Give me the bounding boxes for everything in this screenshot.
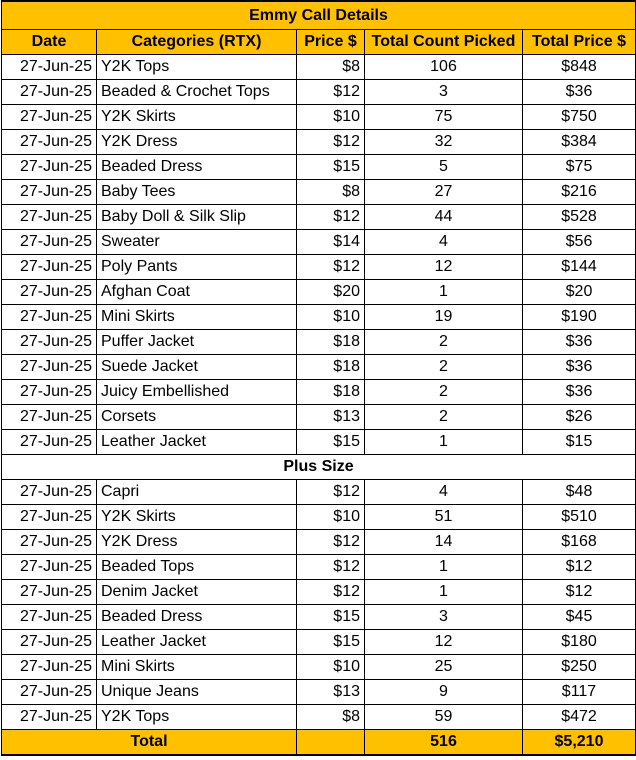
table-row — [2, 405, 636, 430]
header-date: Date — [2, 30, 97, 55]
date-cell: 27-Jun-25 — [2, 705, 97, 730]
count-cell: 75 — [365, 105, 523, 130]
price-cell: $18 — [297, 330, 365, 355]
date-cell: 27-Jun-25 — [2, 505, 97, 530]
count-cell: 1 — [365, 555, 523, 580]
table-row — [2, 105, 636, 130]
header-categories: Categories (RTX) — [97, 30, 297, 55]
price-cell: $12 — [297, 480, 365, 505]
price-cell: $12 — [297, 530, 365, 555]
count-cell: 5 — [365, 155, 523, 180]
table-row — [2, 230, 636, 255]
date-cell: 27-Jun-25 — [2, 630, 97, 655]
table-row — [2, 80, 636, 105]
date-cell: 27-Jun-25 — [2, 255, 97, 280]
date-cell: 27-Jun-25 — [2, 580, 97, 605]
category-cell: Capri — [97, 480, 297, 505]
date-cell: 27-Jun-25 — [2, 205, 97, 230]
total-price-cell: $117 — [523, 680, 636, 705]
category-cell: Corsets — [97, 405, 297, 430]
count-cell: 4 — [365, 230, 523, 255]
price-cell: $12 — [297, 555, 365, 580]
table-row — [2, 705, 636, 730]
table-row — [2, 430, 636, 455]
category-cell: Y2K Skirts — [97, 505, 297, 530]
price-cell: $12 — [297, 255, 365, 280]
category-cell: Baby Tees — [97, 180, 297, 205]
total-price-cell: $528 — [523, 205, 636, 230]
count-cell: 44 — [365, 205, 523, 230]
total-price-cell: $250 — [523, 655, 636, 680]
count-cell: 4 — [365, 480, 523, 505]
category-cell: Baby Doll & Silk Slip — [97, 205, 297, 230]
count-cell: 27 — [365, 180, 523, 205]
table-row — [2, 480, 636, 505]
total-price-cell: $472 — [523, 705, 636, 730]
price-cell: $18 — [297, 380, 365, 405]
count-cell: 3 — [365, 605, 523, 630]
date-cell: 27-Jun-25 — [2, 480, 97, 505]
count-cell: 2 — [365, 380, 523, 405]
price-cell: $8 — [297, 705, 365, 730]
header-total-price: Total Price $ — [523, 30, 636, 55]
table-row — [2, 380, 636, 405]
total-price-cell: $36 — [523, 355, 636, 380]
total-price-cell: $12 — [523, 580, 636, 605]
table-row — [2, 355, 636, 380]
table-row — [2, 555, 636, 580]
count-cell: 19 — [365, 305, 523, 330]
category-cell: Y2K Tops — [97, 55, 297, 80]
header-row — [2, 30, 636, 55]
date-cell: 27-Jun-25 — [2, 380, 97, 405]
price-cell: $8 — [297, 55, 365, 80]
title-row — [2, 1, 636, 30]
price-cell: $18 — [297, 355, 365, 380]
price-cell: $10 — [297, 305, 365, 330]
total-price-empty — [297, 730, 365, 756]
count-cell: 51 — [365, 505, 523, 530]
category-cell: Suede Jacket — [97, 355, 297, 380]
price-cell: $13 — [297, 405, 365, 430]
date-cell: 27-Jun-25 — [2, 230, 97, 255]
date-cell: 27-Jun-25 — [2, 105, 97, 130]
count-cell: 2 — [365, 405, 523, 430]
table-row — [2, 530, 636, 555]
price-cell: $15 — [297, 630, 365, 655]
price-cell: $8 — [297, 180, 365, 205]
price-cell: $12 — [297, 205, 365, 230]
table-row — [2, 205, 636, 230]
table-body — [2, 1, 636, 755]
table-row — [2, 655, 636, 680]
total-count: 516 — [365, 730, 523, 756]
date-cell: 27-Jun-25 — [2, 605, 97, 630]
total-price-cell: $26 — [523, 405, 636, 430]
table-row — [2, 255, 636, 280]
total-price-cell: $75 — [523, 155, 636, 180]
category-cell: Puffer Jacket — [97, 330, 297, 355]
price-cell: $12 — [297, 80, 365, 105]
total-price-cell: $190 — [523, 305, 636, 330]
count-cell: 106 — [365, 55, 523, 80]
table-title: Emmy Call Details — [2, 1, 636, 30]
table-row — [2, 280, 636, 305]
date-cell: 27-Jun-25 — [2, 305, 97, 330]
table-row — [2, 680, 636, 705]
price-cell: $12 — [297, 130, 365, 155]
date-cell: 27-Jun-25 — [2, 280, 97, 305]
table-row — [2, 180, 636, 205]
table-row — [2, 580, 636, 605]
price-cell: $12 — [297, 580, 365, 605]
category-cell: Poly Pants — [97, 255, 297, 280]
header-price: Price $ — [297, 30, 365, 55]
category-cell: Y2K Dress — [97, 130, 297, 155]
category-cell: Leather Jacket — [97, 630, 297, 655]
total-price-cell: $144 — [523, 255, 636, 280]
total-price-cell: $15 — [523, 430, 636, 455]
date-cell: 27-Jun-25 — [2, 430, 97, 455]
call-details-table — [1, 0, 636, 756]
category-cell: Y2K Dress — [97, 530, 297, 555]
count-cell: 12 — [365, 630, 523, 655]
date-cell: 27-Jun-25 — [2, 130, 97, 155]
price-cell: $15 — [297, 430, 365, 455]
count-cell: 1 — [365, 430, 523, 455]
count-cell: 25 — [365, 655, 523, 680]
total-price-cell: $56 — [523, 230, 636, 255]
total-price-cell: $36 — [523, 80, 636, 105]
date-cell: 27-Jun-25 — [2, 180, 97, 205]
date-cell: 27-Jun-25 — [2, 355, 97, 380]
price-cell: $10 — [297, 105, 365, 130]
section-row — [2, 455, 636, 480]
category-cell: Leather Jacket — [97, 430, 297, 455]
count-cell: 32 — [365, 130, 523, 155]
category-cell: Afghan Coat — [97, 280, 297, 305]
table-row — [2, 305, 636, 330]
count-cell: 3 — [365, 80, 523, 105]
table-row — [2, 630, 636, 655]
price-cell: $10 — [297, 655, 365, 680]
section-label: Plus Size — [2, 455, 636, 480]
total-price-cell: $510 — [523, 505, 636, 530]
category-cell: Mini Skirts — [97, 305, 297, 330]
total-price-cell: $216 — [523, 180, 636, 205]
price-cell: $20 — [297, 280, 365, 305]
date-cell: 27-Jun-25 — [2, 555, 97, 580]
count-cell: 59 — [365, 705, 523, 730]
date-cell: 27-Jun-25 — [2, 155, 97, 180]
table-row — [2, 605, 636, 630]
total-price-cell: $36 — [523, 380, 636, 405]
total-price-cell: $180 — [523, 630, 636, 655]
total-price: $5,210 — [523, 730, 636, 756]
date-cell: 27-Jun-25 — [2, 80, 97, 105]
price-cell: $10 — [297, 505, 365, 530]
header-total-count: Total Count Picked — [365, 30, 523, 55]
date-cell: 27-Jun-25 — [2, 655, 97, 680]
date-cell: 27-Jun-25 — [2, 405, 97, 430]
price-cell: $15 — [297, 605, 365, 630]
total-price-cell: $45 — [523, 605, 636, 630]
date-cell: 27-Jun-25 — [2, 680, 97, 705]
total-price-cell: $48 — [523, 480, 636, 505]
price-cell: $14 — [297, 230, 365, 255]
table-row — [2, 130, 636, 155]
date-cell: 27-Jun-25 — [2, 330, 97, 355]
count-cell: 12 — [365, 255, 523, 280]
total-price-cell: $848 — [523, 55, 636, 80]
category-cell: Beaded Dress — [97, 605, 297, 630]
category-cell: Denim Jacket — [97, 580, 297, 605]
count-cell: 1 — [365, 280, 523, 305]
category-cell: Sweater — [97, 230, 297, 255]
total-price-cell: $20 — [523, 280, 636, 305]
table-row — [2, 55, 636, 80]
category-cell: Y2K Tops — [97, 705, 297, 730]
total-price-cell: $12 — [523, 555, 636, 580]
category-cell: Y2K Skirts — [97, 105, 297, 130]
table-row — [2, 155, 636, 180]
date-cell: 27-Jun-25 — [2, 55, 97, 80]
count-cell: 14 — [365, 530, 523, 555]
total-price-cell: $168 — [523, 530, 636, 555]
price-cell: $13 — [297, 680, 365, 705]
date-cell: 27-Jun-25 — [2, 530, 97, 555]
count-cell: 9 — [365, 680, 523, 705]
count-cell: 2 — [365, 330, 523, 355]
category-cell: Beaded Dress — [97, 155, 297, 180]
category-cell: Unique Jeans — [97, 680, 297, 705]
category-cell: Mini Skirts — [97, 655, 297, 680]
category-cell: Beaded & Crochet Tops — [97, 80, 297, 105]
total-price-cell: $384 — [523, 130, 636, 155]
category-cell: Juicy Embellished — [97, 380, 297, 405]
category-cell: Beaded Tops — [97, 555, 297, 580]
total-label: Total — [2, 730, 297, 756]
total-price-cell: $36 — [523, 330, 636, 355]
table-row — [2, 505, 636, 530]
count-cell: 1 — [365, 580, 523, 605]
total-price-cell: $750 — [523, 105, 636, 130]
total-row — [2, 730, 636, 756]
table-row — [2, 330, 636, 355]
price-cell: $15 — [297, 155, 365, 180]
count-cell: 2 — [365, 355, 523, 380]
